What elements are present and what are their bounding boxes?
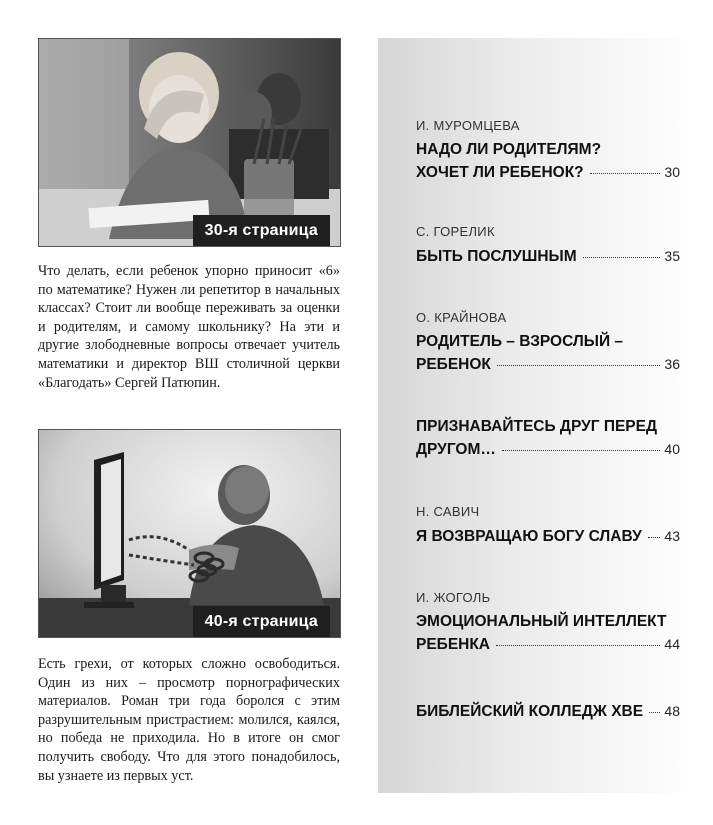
dot-leader (648, 537, 661, 538)
dot-leader (502, 450, 661, 451)
toc-title: ХОЧЕТ ЛИ РЕБЕНОК? (416, 164, 584, 181)
toc-title-last-line (416, 161, 680, 184)
toc-author: И. ЖОГОЛЬ (416, 590, 491, 605)
toc-entry[interactable] (416, 504, 680, 548)
toc-title: ДРУГОМ… (416, 441, 496, 458)
toc-title-line: ПРИЗНАВАЙТЕСЬ ДРУГ ПЕРЕД (416, 418, 658, 435)
toc-author: Н. САВИЧ (416, 504, 480, 519)
toc-author: С. ГОРЕЛИК (416, 224, 495, 239)
toc-page-number: 48 (664, 703, 680, 719)
toc-title-last-line (416, 700, 680, 723)
table-of-contents (378, 38, 698, 793)
dot-leader (496, 645, 660, 646)
toc-title-last-line (416, 525, 680, 548)
toc-title-last-line (416, 633, 680, 656)
article-teaser-40: Есть грехи, от которых сложно освободиться. Один из них – просмотр порнографических материалов. Роман три года боролся с этим разрушительным пристрастием: молился, каялся, но победа не приходила. Но в итоге он смог получить свободу. Что для этого понадобилось, вы узнаете из первых уст. (38, 656, 340, 784)
page-badge-30: 30-я страница (193, 215, 330, 246)
toc-entry[interactable] (416, 700, 680, 723)
dot-leader (590, 173, 661, 174)
article-photo-child (38, 38, 341, 247)
dot-leader (497, 365, 661, 366)
toc-entry[interactable] (416, 224, 680, 268)
toc-page-number: 30 (664, 164, 680, 180)
toc-page-number: 36 (664, 356, 680, 372)
toc-entry[interactable] (416, 416, 680, 461)
page-badge-40: 40-я страница (193, 606, 330, 637)
toc-entry[interactable] (416, 118, 680, 184)
dot-leader (583, 257, 661, 258)
toc-title-last-line (416, 245, 680, 268)
toc-author: И. МУРОМЦЕВА (416, 118, 520, 133)
toc-title-line: НАДО ЛИ РОДИТЕЛЯМ? (416, 141, 602, 158)
toc-page-number: 43 (664, 528, 680, 544)
toc-page-number: 44 (664, 636, 680, 652)
toc-title: БЫТЬ ПОСЛУШНЫМ (416, 248, 577, 265)
toc-entry[interactable] (416, 590, 680, 656)
toc-title-line: РОДИТЕЛЬ – ВЗРОСЛЫЙ – (416, 333, 624, 350)
toc-title: РЕБЕНКА (416, 636, 491, 653)
toc-title: БИБЛЕЙСКИЙ КОЛЛЕДЖ ХВЕ (416, 703, 644, 720)
dot-leader (649, 712, 660, 713)
article-photo-chained-man (38, 429, 341, 638)
toc-author: О. КРАЙНОВА (416, 310, 507, 325)
toc-title-last-line (416, 438, 680, 461)
toc-title: Я ВОЗВРАЩАЮ БОГУ СЛАВУ (416, 528, 642, 545)
toc-title-last-line (416, 353, 680, 376)
toc-page-number: 35 (664, 248, 680, 264)
toc-entry[interactable] (416, 310, 680, 376)
toc-page-number: 40 (664, 441, 680, 457)
article-teaser-30: Что делать, если ребенок упорно приносит «6» по математике? Нужен ли репетитор в начальных классах? Стоит ли вообще переживать за оценки и родителям, и самому школьнику? На эти и другие злободневные вопросы отвечает учитель математики и директор ВШ столичной церкви «Благодать» Сергей Патюпин. (38, 263, 340, 391)
toc-title-line: ЭМОЦИОНАЛЬНЫЙ ИНТЕЛЛЕКТ (416, 613, 667, 630)
toc-title: РЕБЕНОК (416, 356, 491, 373)
